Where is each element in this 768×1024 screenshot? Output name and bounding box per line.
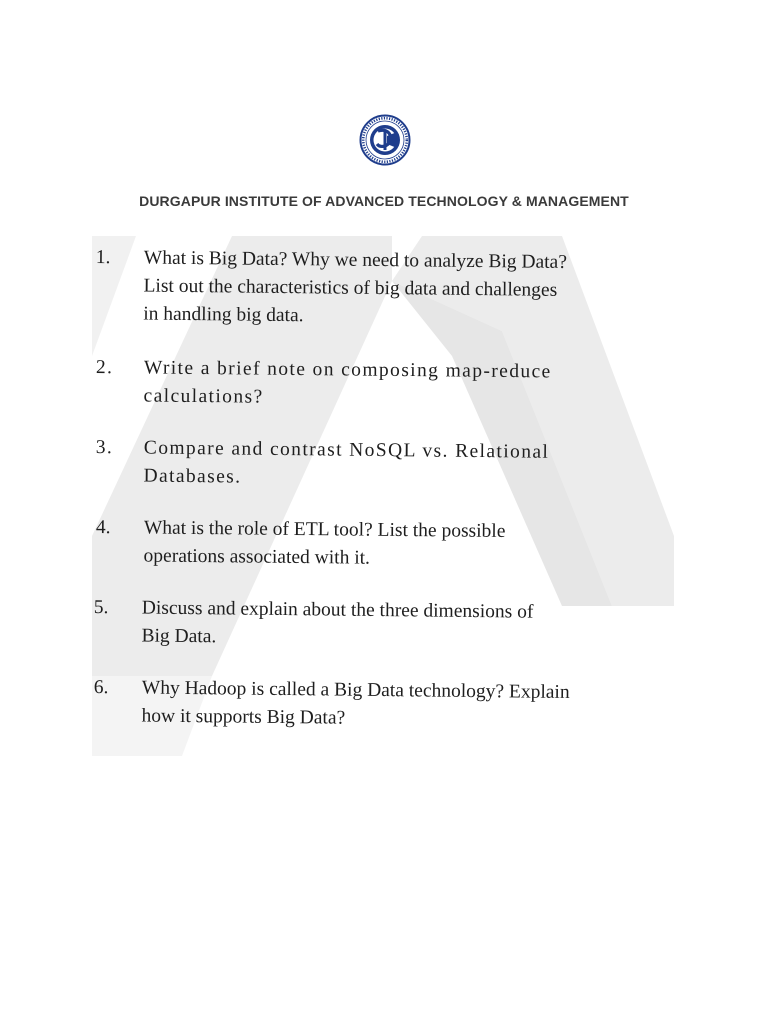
question-text (143, 354, 664, 415)
question-number: 5. (93, 597, 109, 619)
question-item (92, 244, 674, 327)
question-number: 6. (93, 677, 109, 699)
question-line: List out the characteristics of big data and challenges (143, 275, 558, 301)
question-line: calculations? (143, 385, 264, 408)
question-item (92, 354, 674, 408)
question-line: how it supports Big Data? (141, 705, 346, 729)
question-number: 2. (95, 357, 114, 379)
question-text (141, 595, 662, 656)
question-item (92, 594, 672, 648)
question-line: operations associated with it. (143, 545, 371, 569)
institute-name: DURGAPUR INSTITUTE OF ADVANCED TECHNOLOGY & MANAGEMENT (139, 193, 629, 209)
question-line: Databases. (143, 465, 242, 488)
question-text (141, 675, 662, 736)
questions (92, 236, 674, 756)
question-line: Why Hadoop is called a Big Data technology? Explain (141, 677, 570, 704)
question-number: 3. (95, 437, 114, 459)
question-line: Big Data. (141, 625, 217, 648)
question-number: 1. (95, 247, 111, 269)
question-item (92, 674, 672, 729)
question-line: What is Big Data? Why we need to analyze Big Data? (143, 247, 568, 273)
question-line: Write a brief note on composing map-reduce (143, 357, 552, 383)
question-item (92, 514, 674, 569)
question-line: Compare and contrast NoSQL vs. Relational (143, 437, 550, 463)
question-list-scan (92, 236, 674, 756)
question-text (143, 435, 664, 496)
question-item (92, 434, 674, 488)
question-number: 4. (95, 517, 111, 539)
question-line: What is the role of ETL tool? List the possible (143, 517, 506, 542)
question-text (143, 245, 664, 334)
institute-seal-icon (359, 114, 411, 166)
question-line: in handling big data. (143, 303, 304, 327)
question-line: Discuss and explain about the three dimensions of (141, 597, 534, 623)
question-text (143, 514, 664, 575)
